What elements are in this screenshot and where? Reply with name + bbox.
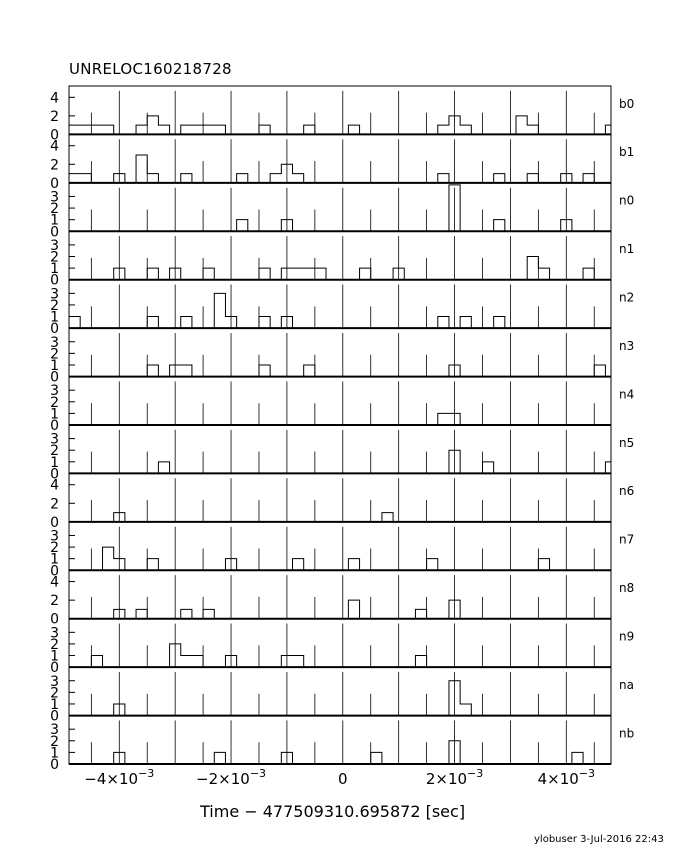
y-tick-label-n7: 3 bbox=[50, 528, 59, 545]
y-tick-label-n4: 0 bbox=[50, 418, 59, 434]
detector-label-b1: b1 bbox=[619, 145, 635, 160]
y-tick-label-b0: 2 bbox=[50, 108, 59, 125]
y-tick-label-n3: 0 bbox=[50, 369, 59, 386]
x-tick-label: $-4\times 10^{-3}$ bbox=[84, 767, 155, 788]
y-tick-label-n3: 3 bbox=[50, 334, 59, 351]
detector-label-n3: n3 bbox=[619, 338, 635, 353]
x-axis-label: Time − 477509310.695872 [sec] bbox=[200, 802, 466, 821]
histogram-series-n2 bbox=[69, 293, 611, 328]
y-tick-label-n7: 0 bbox=[50, 563, 59, 580]
y-tick-label-b0: 0 bbox=[50, 127, 59, 144]
detector-label-n8: n8 bbox=[619, 581, 635, 596]
histogram-series-n4 bbox=[69, 413, 611, 425]
detector-label-nb: nb bbox=[619, 726, 635, 741]
histogram-series-n6 bbox=[69, 513, 611, 522]
y-tick-label-b0: 4 bbox=[50, 90, 59, 107]
y-tick-label-na: 2 bbox=[50, 685, 59, 702]
histogram-series-n9 bbox=[69, 644, 611, 667]
y-tick-label-n9: 0 bbox=[50, 660, 59, 677]
detector-label-na: na bbox=[619, 677, 634, 692]
panel-frame-n4 bbox=[69, 377, 611, 425]
x-tick-label: $2\times 10^{-3}$ bbox=[425, 767, 484, 788]
y-tick-label-n5: 3 bbox=[50, 431, 59, 448]
y-tick-label-nb: 2 bbox=[50, 733, 59, 750]
y-tick-label-n6: 4 bbox=[50, 477, 59, 494]
y-tick-label-nb: 1 bbox=[50, 745, 59, 762]
detector-label-n7: n7 bbox=[619, 532, 635, 547]
x-tick-label: $4\times 10^{-3}$ bbox=[537, 767, 596, 788]
histogram-series-n1 bbox=[69, 257, 611, 280]
panel-frame-nb bbox=[69, 716, 611, 764]
footer-text: ylobuser 3-Jul-2016 22:43 bbox=[534, 834, 664, 845]
histogram-series-nb bbox=[69, 741, 611, 764]
y-tick-label-n1: 3 bbox=[50, 237, 59, 254]
y-tick-label-n2: 3 bbox=[50, 286, 59, 303]
detector-label-n4: n4 bbox=[619, 387, 635, 402]
panel-frame-n0 bbox=[69, 183, 611, 231]
x-tick-label: $-2\times 10^{-3}$ bbox=[196, 767, 267, 788]
histogram-series-n0 bbox=[69, 185, 611, 231]
detector-label-n1: n1 bbox=[619, 242, 635, 257]
y-tick-label-n4: 3 bbox=[50, 383, 59, 400]
panel-frame-b0 bbox=[69, 86, 611, 134]
y-tick-label-n0: 2 bbox=[50, 201, 59, 218]
histogram-series-n3 bbox=[69, 365, 611, 377]
y-tick-label-n9: 1 bbox=[50, 648, 59, 665]
y-tick-label-n5: 2 bbox=[50, 443, 59, 460]
detector-label-b0: b0 bbox=[619, 96, 635, 111]
y-tick-label-na: 0 bbox=[50, 708, 59, 725]
panel-frame-n5 bbox=[69, 425, 611, 473]
panel-frame-n8 bbox=[69, 570, 611, 618]
y-tick-label-b1: 2 bbox=[50, 157, 59, 174]
y-tick-label-na: 3 bbox=[50, 673, 59, 690]
panel-frame-b1 bbox=[69, 134, 611, 182]
panel-frame-n7 bbox=[69, 522, 611, 570]
histogram-series-b0 bbox=[69, 116, 611, 135]
y-tick-label-n6: 0 bbox=[50, 514, 59, 531]
y-tick-label-b1: 0 bbox=[50, 175, 59, 192]
histogram-series-n8 bbox=[69, 600, 611, 619]
y-tick-label-n9: 2 bbox=[50, 636, 59, 653]
y-tick-label-n5: 1 bbox=[50, 454, 59, 471]
detector-label-n9: n9 bbox=[619, 629, 635, 644]
histogram-series-n7 bbox=[69, 547, 611, 570]
y-tick-label-n2: 2 bbox=[50, 297, 59, 314]
y-tick-label-n2: 0 bbox=[50, 321, 59, 338]
y-tick-label-n6: 2 bbox=[50, 496, 59, 513]
y-tick-label-n8: 2 bbox=[50, 593, 59, 610]
y-tick-label-n4: 1 bbox=[50, 406, 59, 423]
panel-frame-n2 bbox=[69, 280, 611, 328]
panel-frame-n1 bbox=[69, 231, 611, 279]
y-tick-label-n0: 0 bbox=[50, 224, 59, 241]
y-tick-label-nb: 0 bbox=[50, 757, 59, 773]
y-tick-label-n3: 1 bbox=[50, 357, 59, 374]
y-tick-label-b1: 4 bbox=[50, 138, 59, 155]
y-tick-label-n1: 0 bbox=[50, 272, 59, 289]
panel-frame-n9 bbox=[69, 619, 611, 667]
y-tick-label-n7: 1 bbox=[50, 551, 59, 568]
y-tick-label-n5: 0 bbox=[50, 466, 59, 483]
detector-label-n6: n6 bbox=[619, 484, 635, 499]
y-tick-label-n9: 3 bbox=[50, 625, 59, 642]
y-tick-label-n0: 3 bbox=[50, 189, 59, 206]
histogram-series-na bbox=[69, 681, 611, 716]
y-tick-label-n0: 1 bbox=[50, 212, 59, 229]
y-tick-label-n8: 4 bbox=[50, 574, 59, 591]
detector-label-n0: n0 bbox=[619, 193, 635, 208]
histogram-series-n5 bbox=[69, 450, 611, 473]
panel-frame-n6 bbox=[69, 473, 611, 521]
detector-label-n2: n2 bbox=[619, 290, 635, 305]
y-tick-label-n4: 2 bbox=[50, 394, 59, 411]
y-tick-label-n8: 0 bbox=[50, 611, 59, 628]
chart-title: UNRELOC160218728 bbox=[69, 60, 232, 78]
y-tick-label-na: 1 bbox=[50, 696, 59, 713]
x-tick-label: 0 bbox=[338, 770, 348, 788]
y-tick-label-n2: 1 bbox=[50, 309, 59, 326]
y-tick-label-n1: 1 bbox=[50, 261, 59, 278]
histogram-series-b1 bbox=[69, 155, 611, 183]
panel-frame-na bbox=[69, 667, 611, 715]
y-tick-label-nb: 3 bbox=[50, 722, 59, 739]
y-tick-label-n1: 2 bbox=[50, 249, 59, 266]
panel-frame-n3 bbox=[69, 328, 611, 376]
detector-label-n5: n5 bbox=[619, 435, 635, 450]
y-tick-label-n7: 2 bbox=[50, 540, 59, 557]
y-tick-label-n3: 2 bbox=[50, 346, 59, 363]
